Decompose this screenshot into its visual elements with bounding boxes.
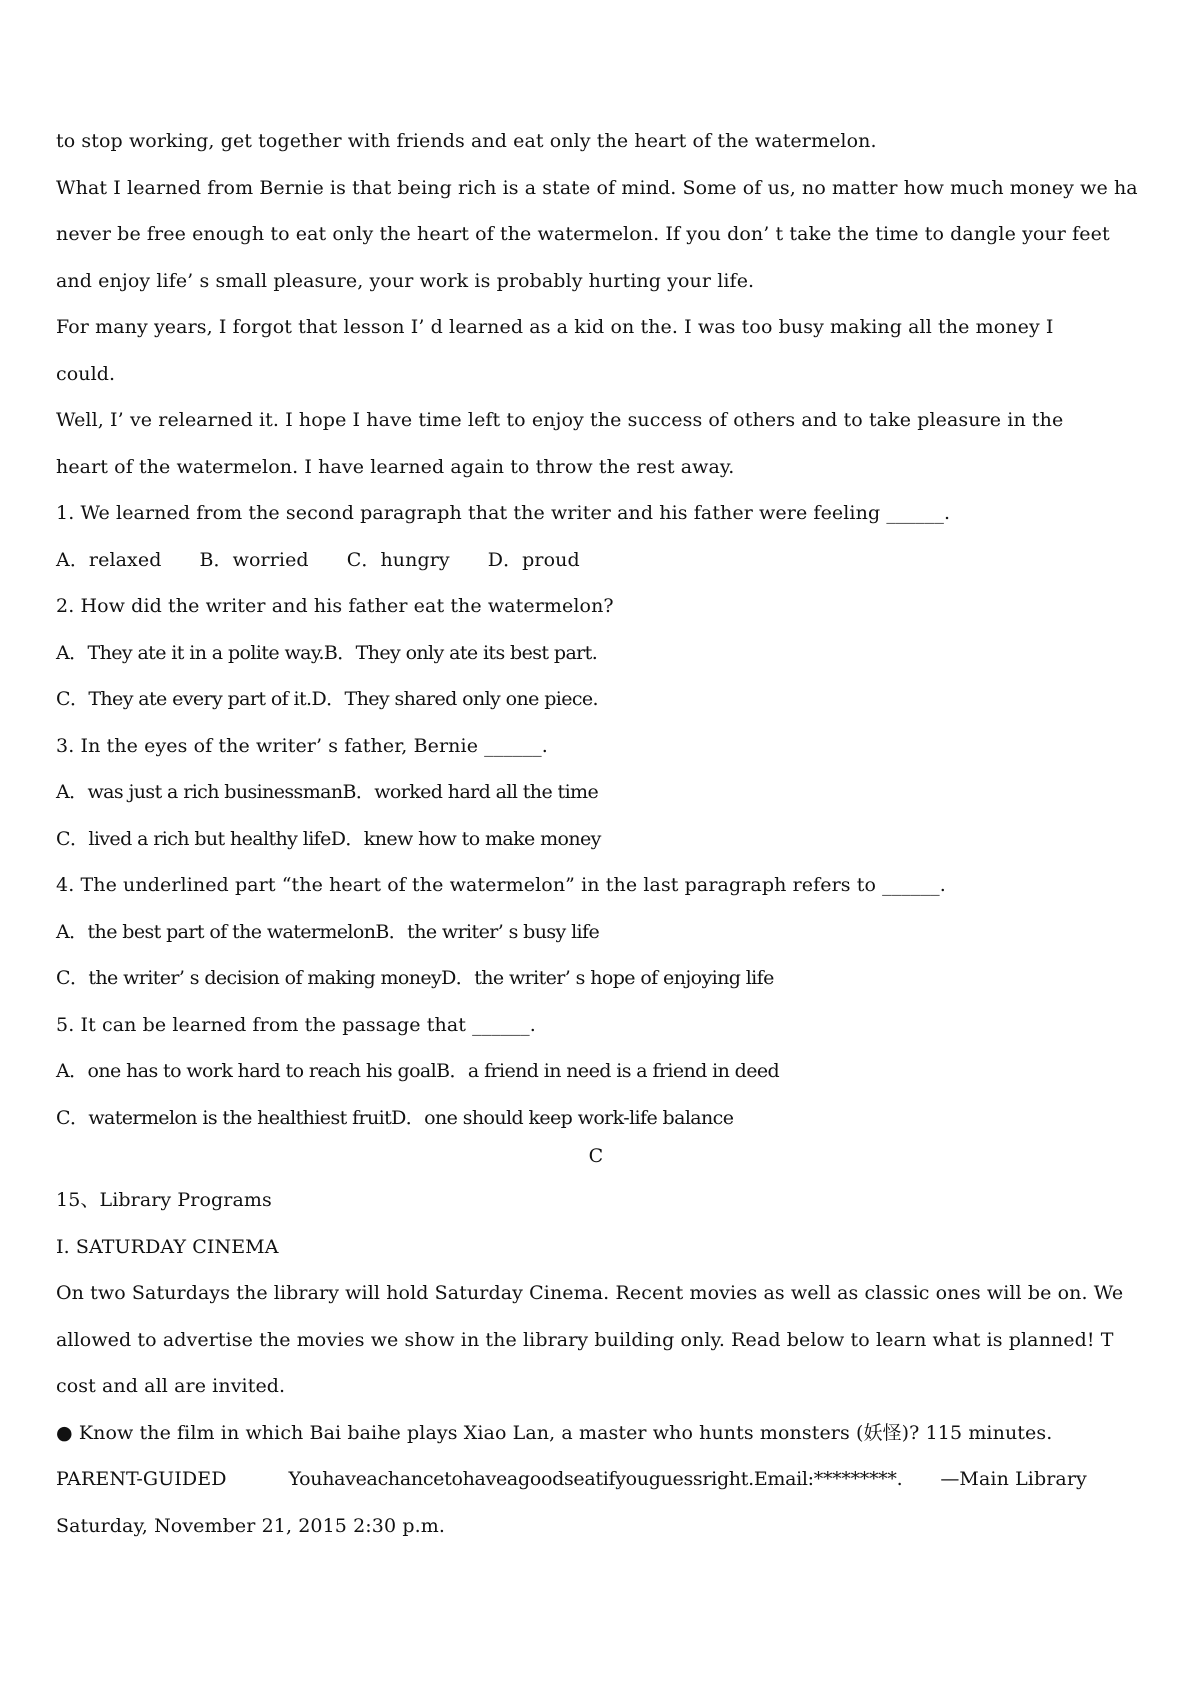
passage-line: to stop working, get together with friends and eat only the heart of the watermelon.: [56, 130, 877, 152]
question-1: [56, 490, 1186, 583]
passage-line: and enjoy life’ s small pleasure, your work is probably hurting your life.: [56, 269, 755, 292]
option-c: C．watermelon is the healthiest fruit: [56, 1106, 392, 1129]
passage-line: heart of the watermelon. I have learned again to throw the rest away.: [56, 455, 735, 478]
option-d: D．one should keep work-life balance: [391, 1106, 734, 1129]
option-a: A．one has to work hard to reach his goal: [56, 1060, 437, 1082]
option-row: [56, 1048, 1186, 1095]
option-a: A．They ate it in a polite way.: [56, 641, 324, 664]
option-row: [56, 909, 1186, 956]
option-c: C．lived a rich but healthy life: [56, 827, 331, 850]
passage-line: For many years, I forgot that lesson I’ d learned as a kid on the. I was too busy making all the money I: [56, 316, 1054, 338]
option-b: B．the writer’ s busy life: [375, 920, 600, 943]
option-row: [56, 630, 1186, 677]
option-row: [56, 816, 1186, 863]
passage: [56, 118, 1186, 490]
event-datetime: Saturday, November 21, 2015 2:30 p.m.: [56, 1514, 445, 1537]
parent-guided-text: Youhaveachancetohaveagoodseatifyouguessright.Email:*********.: [288, 1468, 903, 1490]
passage-line: could.: [56, 362, 116, 385]
intro-line: allowed to advertise the movies we show in the library building only. Read below to learn what is planned! T: [56, 1328, 1114, 1351]
question-stem: 4. The underlined part “the heart of the watermelon” in the last paragraph refers to ______.: [56, 874, 946, 896]
bullet-line: ● Know the film in which Bai baihe plays Xiao Lan, a master who hunts monsters (妖怪)? 115 minutes.: [56, 1421, 1053, 1444]
option-d: D．knew how to make money: [330, 827, 601, 850]
parent-guided-label: PARENT-GUIDED: [56, 1468, 227, 1490]
intro-line: cost and all are invited.: [56, 1375, 286, 1397]
document-page: [56, 118, 1186, 1549]
section-c: [56, 1177, 1186, 1549]
question-stem: 3. In the eyes of the writer’ s father, Bernie ______.: [56, 734, 548, 757]
option-a: A．was just a rich businessman: [56, 781, 343, 803]
option-b: B．worried: [199, 548, 309, 571]
location: —Main Library: [940, 1468, 1087, 1490]
section-marker: C: [588, 1145, 604, 1167]
question-stem: 5. It can be learned from the passage that ______.: [56, 1013, 536, 1036]
parent-guided-row: [56, 1456, 1186, 1503]
option-d: D．the writer’ s hope of enjoying life: [441, 967, 774, 989]
option-a: A．relaxed: [56, 548, 162, 571]
option-b: B．They only ate its best part.: [323, 641, 598, 664]
option-row: [56, 1095, 1186, 1142]
option-c: C．the writer’ s decision of making money: [56, 967, 442, 989]
section-heading: 15、Library Programs: [56, 1189, 272, 1211]
question-2: [56, 583, 1186, 723]
option-row: [56, 769, 1186, 816]
option-d: D．proud: [487, 548, 580, 571]
section-subheading: I. SATURDAY CINEMA: [56, 1235, 279, 1258]
option-row: [56, 676, 1186, 723]
option-b: B．a friend in need is a friend in deed: [436, 1060, 780, 1082]
option-row: [56, 955, 1186, 1002]
question-stem: 1. We learned from the second paragraph that the writer and his father were feeling ______.: [56, 502, 951, 524]
question-4: [56, 862, 1186, 1002]
passage-line: Well, I’ ve relearned it. I hope I have time left to enjoy the success of others and to take pleasure in the: [56, 409, 1064, 431]
option-c: C．They ate every part of it.: [56, 688, 312, 710]
question-stem: 2. How did the writer and his father eat the watermelon?: [56, 595, 614, 617]
passage-line: never be free enough to eat only the heart of the watermelon. If you don’ t take the time to dangle your feet: [56, 223, 1110, 245]
option-d: D．They shared only one piece.: [311, 688, 598, 710]
intro-line: On two Saturdays the library will hold Saturday Cinema. Recent movies as well as classic ones will be on. We: [56, 1282, 1124, 1304]
question-5: [56, 1002, 1186, 1142]
option-b: B．worked hard all the time: [342, 781, 599, 803]
option-a: A．the best part of the watermelon: [56, 920, 376, 943]
question-3: [56, 723, 1186, 863]
option-row: [56, 537, 1186, 584]
passage-line: What I learned from Bernie is that being rich is a state of mind. Some of us, no matter how much money we ha: [56, 176, 1138, 199]
option-c: C．hungry: [346, 548, 450, 571]
